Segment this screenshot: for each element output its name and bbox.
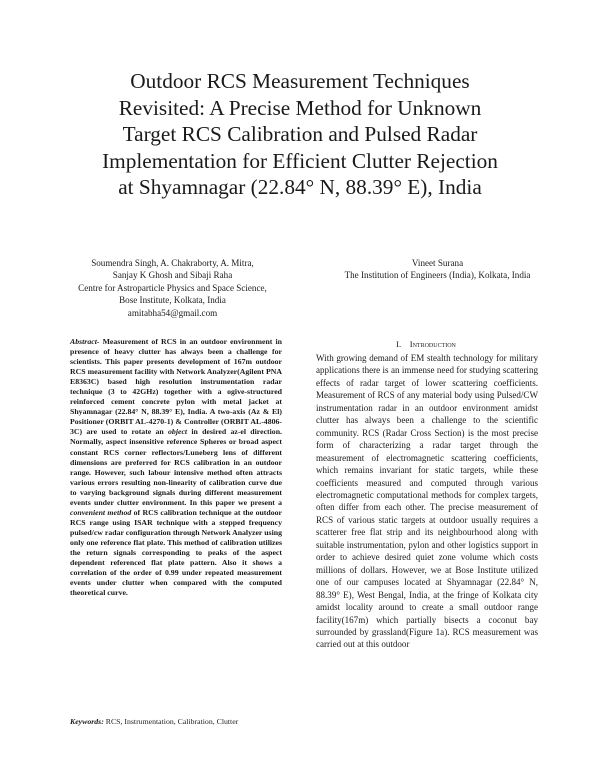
keywords (70, 717, 310, 726)
abstract-text: in desired az-el direction. Normally, aspect insensitive reference Spheres or broad aspect constant RCS corner reflectors/Luneberg lens of different dimensions are preferred for RCS calibration in an outdoor range. However, such labour intensive method often attracts various errors resulting non-linearity of calibration curve due to varying background signals during different measurement events under clutter environment. In this paper we present a (70, 427, 282, 507)
author-affiliation: The Institution of Engineers (India), Kolkata, India (344, 270, 531, 281)
abstract-label: Abstract- (70, 337, 100, 346)
title-line: Outdoor RCS Measurement Techniques (130, 69, 470, 93)
title-line: Target RCS Calibration and Pulsed Radar (122, 122, 478, 146)
author-affiliation: Bose Institute, Kolkata, India (119, 295, 226, 306)
author-email: amitabha54@gmail.com (127, 307, 218, 318)
author-block-right (315, 257, 560, 282)
section-heading (316, 339, 536, 349)
title-line: Implementation for Efficient Clutter Rejection (102, 148, 498, 173)
author-block-left (40, 257, 305, 319)
author-names: Sanjay K Ghosh and Sibaji Raha (112, 270, 233, 281)
author-affiliation: Centre for Astroparticle Physics and Space Science, (78, 282, 267, 293)
introduction-text: With growing demand of EM stealth technology for military applications there is an immense need for studying scattering effects of radar target of lower scattering coefficients. Measurement of RCS of any material body using Pulsed/CW instrumentation radar in an outdoor environment amidst clutter has always been a challenge to the scientific community. RCS (Radar Cross Section) is the most precise form of characterizing a radar target through the measurement of electromagnetic scattering coefficients, which remains invariant for static targets, while these coefficients measured and computed through various electromagnetic computational methods for complex targets, often differ from each other. The precise measurement of RCS of various static targets at outdoor usually requires a scatterer free flat strip and its neighbourhood along with suitable instrumentation, pylon and other logistics support in order to achieve desired quiet zone volume which costs millions of dollars. However, we at Bose Institute utilized one of our campuses located at Shyamnagar (22.84° N, 88.39° E), West Bengal, India, at the fringe of Kolkata city amidst locality around to create a small outdoor range facility(167m) which partially bisects a coconut bay surrounded by grassland(Figure 1a). RCS measurement was carried out at this outdoor (316, 353, 538, 650)
paper-title (60, 68, 540, 201)
section-title: Introduction (409, 339, 456, 349)
section-number: I. (396, 339, 402, 349)
title-line: Revisited: A Precise Method for Unknown (118, 95, 482, 120)
abstract-emphasis: object (168, 427, 188, 437)
abstract (70, 337, 282, 598)
abstract-text: Measurement of RCS in an outdoor environment in presence of heavy clutter has always been a challenge for scientists. This paper presents development of 167m outdoor RCS measurement facility with Network Analyzer(Agilent PNA E8363C) based high resolution instrumentation radar technique (3 to 42GHz) together with a ogive-structured reinforced cement concrete pylon with metal jacket at Shyamnagar (22.84° N, 88.39° E), India. A two-axis (Az & El) Positioner (ORBIT AL-4270-1) & Controller (ORBIT AL-4806-3C) are used to rotate an (70, 337, 282, 437)
abstract-text: of RCS calibration technique at the outdoor RCS range using ISAR technique with a stepped frequency pulsed/cw radar configuration through Network Analyzer using only one reference flat plate. This method of calibration utilizes the return signals corresponding to peaks of the aspect dependent referenced flat plate pattern. Also it shows a correlation of the order of 0.99 under repeated measurement events under clutter when compared with the computed theoretical curve. (70, 507, 282, 598)
left-column (70, 337, 282, 598)
keywords-label: Keywords: (70, 717, 104, 726)
author-name: Vineet Surana (411, 258, 464, 268)
abstract-emphasis: convenient method (70, 507, 132, 517)
title-line: at Shyamnagar (22.84° N, 88.39° E), India (118, 175, 482, 199)
keywords-text: RCS, Instrumentation, Calibration, Clutter (103, 717, 239, 726)
author-names: Soumendra Singh, A. Chakraborty, A. Mitra, (91, 258, 254, 268)
